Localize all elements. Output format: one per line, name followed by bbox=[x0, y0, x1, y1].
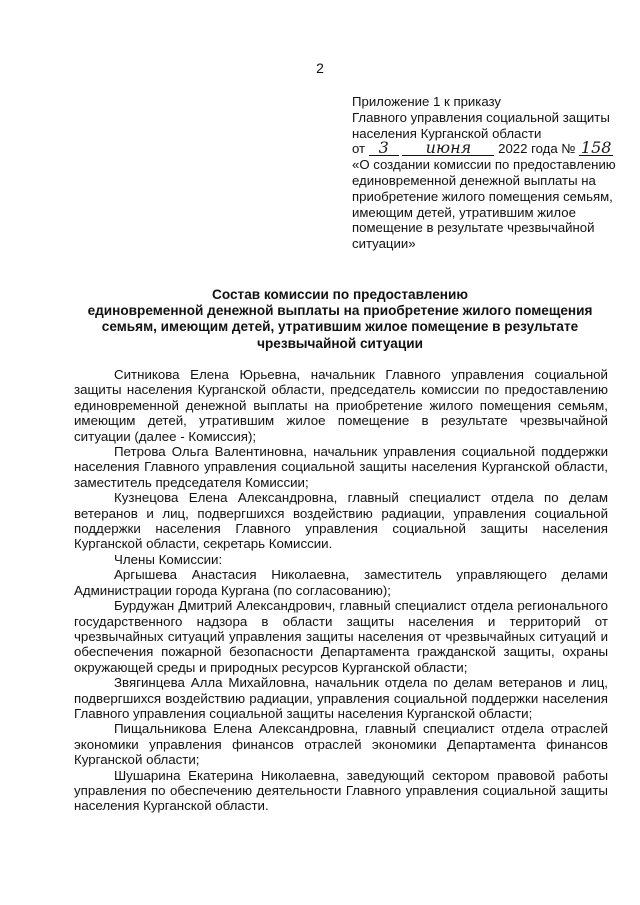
appendix-line-1: Приложение 1 к приказу bbox=[352, 94, 502, 109]
appendix-subject-line: единовременной денежной выплаты на bbox=[352, 172, 596, 188]
appendix-month: июня bbox=[402, 141, 494, 156]
document-body bbox=[74, 367, 608, 814]
member-paragraph: Пищальникова Елена Александровна, главный специалист отдела отраслей экономики управления финансов отраслей экономики Департамента финансов Курганской области; bbox=[74, 721, 608, 768]
title-line: семьям, имеющим детей, утратившим жилое помещение в результате bbox=[101, 319, 579, 335]
member-paragraph: Звягинцева Алла Михайловна, начальник отдела по делам ветеранов и лиц, подвергшихся воздействию радиации, управления социальной поддержки населения Главного управления социальной защиты населения Курганской области; bbox=[74, 675, 608, 721]
appendix-year-text: 2022 года № bbox=[498, 141, 576, 157]
appendix-day: 3 bbox=[369, 141, 399, 156]
appendix-line-3: населения Курганской области bbox=[352, 125, 542, 141]
member-paragraph: Кузнецова Елена Александровна, главный специалист отдела по делам ветеранов и лиц, подвергшихся воздействию радиации, управления социальной поддержки населения Главного управления социальной защиты населения Курганской области, секретарь Комиссии. bbox=[74, 490, 608, 552]
appendix-subject-line: «О создании комиссии по предоставлению bbox=[352, 157, 616, 173]
member-paragraph: Бурдужан Дмитрий Александрович, главный специалист отдела регионального государственного надзора в области защиты населения и территорий от чрезвычайных ситуаций управления защиты населения от чрезвычайных ситуаций и обеспечения пожарной безопасности Департамента гражданской защиты, охраны окружающей среды и природных ресурсов Курганской области; bbox=[74, 598, 608, 675]
members-heading: Члены Комиссии: bbox=[114, 551, 223, 567]
appendix-subject-line: приобретение жилого помещения семьям, bbox=[352, 188, 613, 204]
appendix-from-label: от bbox=[352, 141, 366, 157]
appendix-order-number: 158 bbox=[580, 138, 612, 158]
appendix-subject-line: помещение в результате чрезвычайной bbox=[352, 220, 595, 236]
member-paragraph: Ситникова Елена Юрьевна, начальник Главного управления социальной защиты населения Курганской области, председатель комиссии по предоставлению единовременной денежной выплаты на приобретение жилого помещения семьям, имеющим детей, утратившим жилое помещение в результате чрезвычайной ситуации (далее - Комиссия); bbox=[74, 367, 608, 444]
title-line: единовременной денежной выплаты на приобретение жилого помещения bbox=[87, 303, 593, 319]
document-title bbox=[70, 287, 610, 352]
appendix-subject-line: ситуации» bbox=[352, 236, 416, 252]
member-paragraph: Аргышева Анастасия Николаевна, заместитель управляющего делами Администрации города Кургана (по согласованию); bbox=[74, 567, 608, 598]
appendix-date-line bbox=[352, 138, 622, 158]
member-paragraph: Шушарина Екатерина Николаевна, заведующий сектором правовой работы управления по обеспечению деятельности Главного управления социальной защиты населения Курганской области. bbox=[74, 767, 608, 814]
title-line: чрезвычайной ситуации bbox=[257, 335, 423, 351]
appendix-subject-line: имеющим детей, утратившим жилое bbox=[352, 204, 576, 220]
appendix-line-2: Главного управления социальной защиты bbox=[352, 109, 610, 125]
member-paragraph: Петрова Ольга Валентиновна, начальник управления социальной поддержки населения Главного управления социальной защиты населения Курганской области, заместитель председателя Комиссии; bbox=[74, 444, 608, 490]
title-line: Состав комиссии по предоставлению bbox=[212, 287, 468, 302]
page-number: 2 bbox=[316, 60, 324, 76]
appendix-header bbox=[352, 94, 622, 252]
